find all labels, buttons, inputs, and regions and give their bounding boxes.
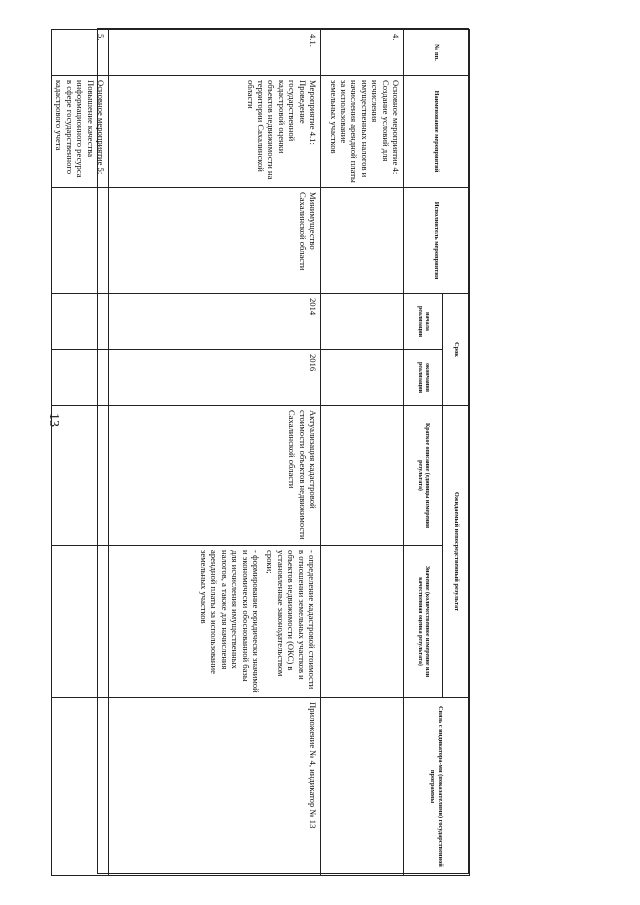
row-end: 2016 [109,350,321,406]
row-name: Основное мероприятие 5: Повышение качества информационного ресурса в сфере государственного кадастрового учета [51,76,108,188]
row-num: 5. [51,30,108,76]
header-term-end: окончания реализации [404,350,443,406]
header-executor: Исполнитель мероприятия [404,188,470,294]
row-executor [321,188,404,294]
row-start [321,294,404,350]
row-values [321,546,404,698]
row-start: 2014 [109,294,321,350]
row-end [321,350,404,406]
program-table-frame [54,28,469,874]
header-num: № пп. [404,30,470,76]
table-row [109,30,321,876]
row-end [51,350,108,406]
row-executor: Минимущество Сахалинской области [109,188,321,294]
header-term: Срок [443,294,470,406]
table-header [404,30,470,876]
row-executor [51,188,108,294]
row-values [51,546,108,698]
row-name: Мероприятие 4.1: Проведение государственной кадастровой оценки объектов недвижимости на территории Сахалинской области [109,76,321,188]
header-term-start: начала реализации [404,294,443,350]
row-link: Приложение № 4, индикатор № 13 [109,698,321,876]
header-expected: Ожидаемый непосредственный результат [443,406,470,698]
table-row [51,30,108,876]
row-start [51,294,108,350]
program-table [51,29,470,876]
page-number: 13 [46,413,61,427]
row-name: Основное мероприятие 4: Создание условий для исчисления имущественных налогов и начисления арендной платы за использование земельных участков [321,76,404,188]
header-expected-value: Значение (количественное измерение или качественная оценка результата) [404,546,443,698]
result-item: - определение кадастровой стоимости в отношении земельных участков и объектов недвижимости (ОКС) в установленные законодательством сроки; [265,550,317,690]
header-name: Наименование мероприятий [404,76,470,188]
row-link [321,698,404,876]
header-link: Связь с индикатора-ми (показателями) государственной программы [404,698,470,876]
table-row [321,30,404,876]
header-expected-brief: Краткое описание (единицы измерения результата) [404,406,443,546]
row-brief [51,406,108,546]
row-link [51,698,108,876]
result-item: - формирование юридически значимой и экономически обоснованной базы для исчисления имущественных налогов, а также для начисления арендной платы за использование земельных участков [198,550,261,693]
row-brief [321,406,404,546]
row-num: 4. [321,30,404,76]
rotated-table [54,29,470,875]
row-num: 4.1. [109,30,321,76]
row-brief: Актуализация кадастровой стоимости объектов недвижимости Сахалинской области [109,406,321,546]
row-values [109,546,321,698]
